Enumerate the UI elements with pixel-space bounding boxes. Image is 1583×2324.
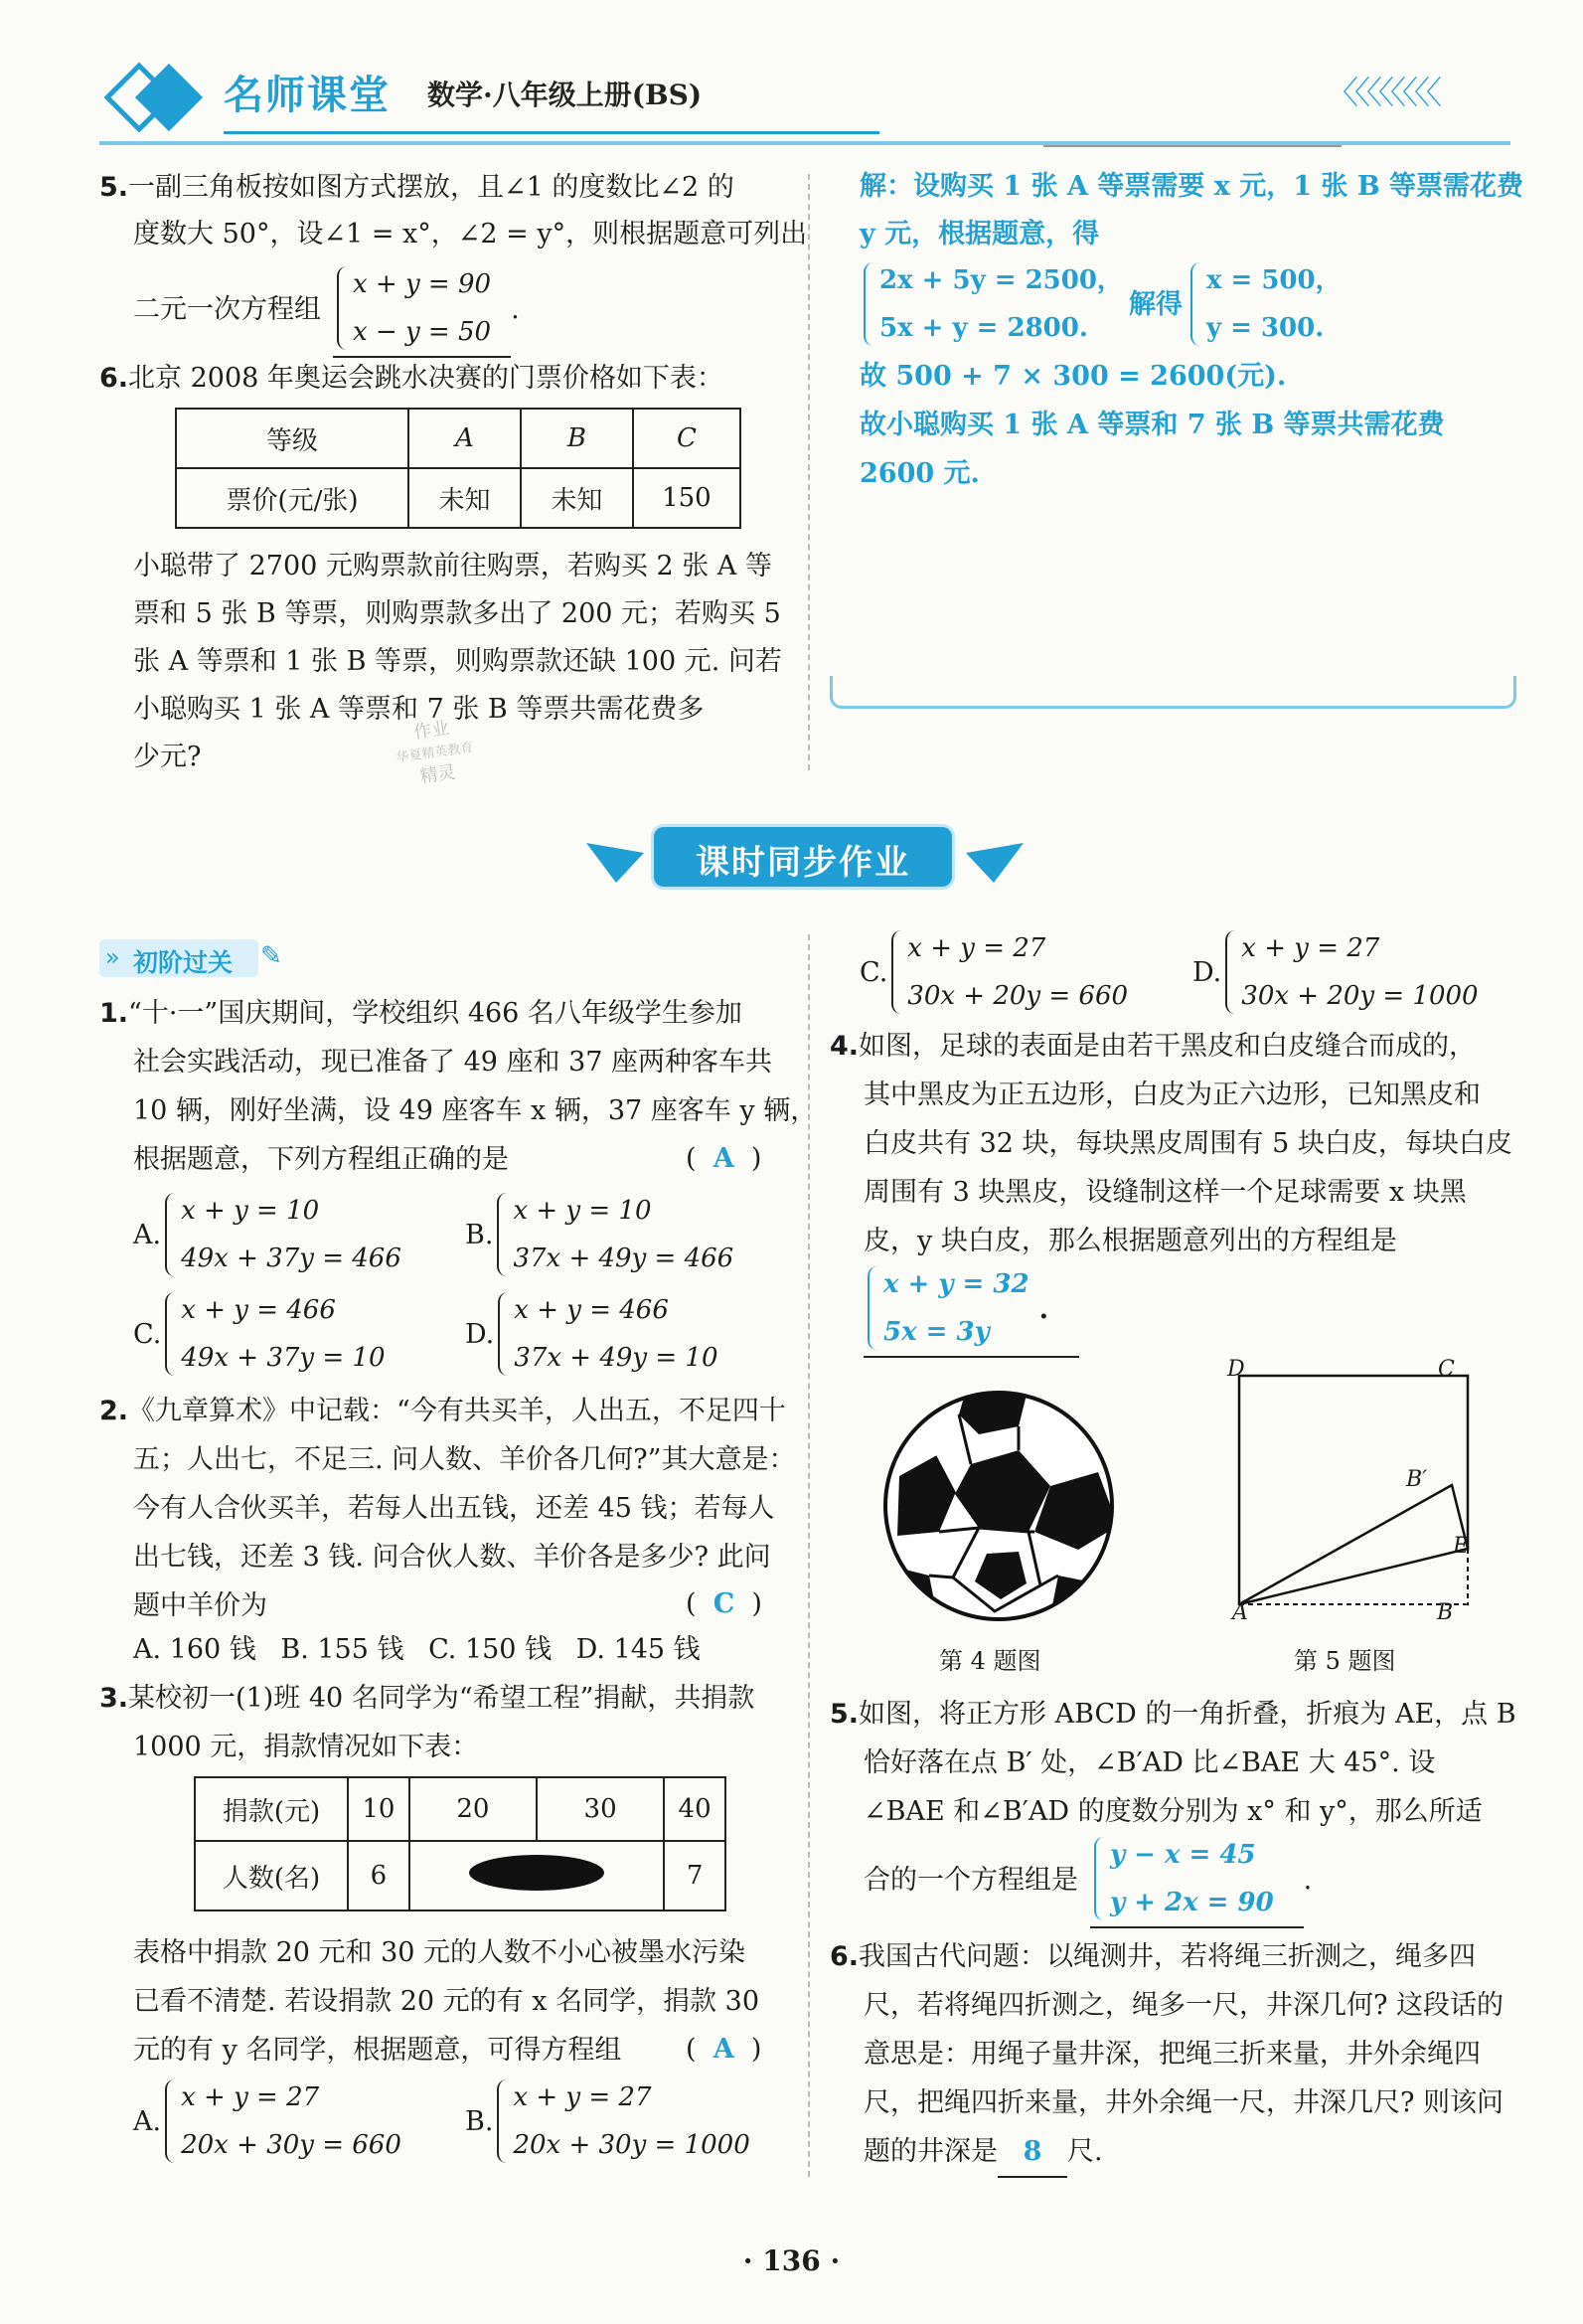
watermark-stamp	[361, 707, 514, 834]
b-q1-line: 根据题意，下列方程组正确的是	[133, 1144, 509, 1175]
solution-block	[860, 163, 1523, 258]
table-cell: C	[633, 409, 740, 468]
label-D: D	[1227, 1357, 1245, 1382]
answer-box-bottom	[830, 676, 1516, 709]
solution-systems	[860, 256, 1342, 352]
b-q6-line: 尺，若将绳四折测之，绳多一尺，井深几何? 这段话的	[864, 1990, 1504, 2021]
solution-line: 解：设购买 1 张 A 等票需要 x 元，1 张 B 等票需花费	[860, 171, 1524, 202]
subject-label: 数学·八年级上册(BS)	[427, 79, 703, 111]
b-q3-after-line: 表格中捐款 20 元和 30 元的人数不小心被墨水污染	[133, 1937, 746, 1968]
b-q1-option-d	[465, 1286, 718, 1382]
label-A: A	[1232, 1600, 1248, 1625]
b-q5-line: 恰好落在点 B′ 处，∠B′AD 比∠BAE 大 45°. 设	[864, 1747, 1436, 1778]
q5-prefix: 二元一次方程组	[133, 293, 321, 325]
solution-line: y 元，根据题意，得	[860, 219, 1100, 249]
option-eq: 49x + 37y = 466	[181, 1244, 401, 1273]
solution-result	[860, 352, 1445, 498]
b-q4-line: 其中黑皮为正五边形，白皮为正六边形，已知黑皮和	[864, 1079, 1481, 1110]
b-q4-line: 白皮共有 32 块，每块黑皮周围有 5 块白皮，每块白皮	[864, 1128, 1512, 1159]
ink-blot-icon	[462, 1851, 611, 1895]
option-eq: 30x + 20y = 660	[907, 981, 1129, 1011]
q6-body-line: 小聪购买 1 张 A 等票和 7 张 B 等票共需花费多	[133, 694, 705, 725]
solve-word: 解得	[1128, 288, 1183, 320]
table-cell: 20	[409, 1777, 537, 1841]
solution-eq: y = 300.	[1205, 313, 1325, 343]
solution-conclusion-line: 2600 元.	[860, 458, 980, 489]
b-q6-number: 6.	[830, 1941, 860, 1972]
table-cell: 票价(元/张)	[176, 468, 408, 528]
solution-conclusion-line: 故小聪购买 1 张 A 等票和 7 张 B 等票共需花费	[860, 410, 1445, 440]
option-eq: x + y = 466	[514, 1295, 669, 1325]
soccer-ball-figure	[879, 1387, 1118, 1625]
b-q1-option-a	[133, 1187, 401, 1282]
q6-intro	[99, 355, 723, 402]
donation-table	[194, 1776, 726, 1911]
b-q4-equation-system	[864, 1260, 1079, 1358]
b-q4-eq1: x + y = 32	[883, 1269, 1029, 1299]
b-q6-line: 意思是：用绳子量井深，把绳三折来量，井外余绳四	[864, 2039, 1481, 2070]
b-q4-line: 如图，足球的表面是由若干黑皮和白皮缝合而成的，	[859, 1031, 1477, 1062]
header	[99, 58, 1510, 147]
fig5-caption: 第 5 题图	[1294, 1647, 1396, 1675]
b-q2-line: 《九章算术》中记载：“今有共买羊，人出五，不足四十	[128, 1396, 786, 1426]
b-q5-answer-row	[864, 1831, 1312, 1928]
b-q3-answer-paren: ( A )	[686, 2034, 762, 2065]
ink-blot-cell	[409, 1841, 664, 1910]
option-text: C. 150 钱	[428, 1634, 553, 1665]
q5-number: 5.	[99, 172, 129, 203]
b-q4-eq2: 5x = 3y	[883, 1317, 990, 1347]
b-q1-line: “十·一”国庆期间，学校组织 466 名八年级学生参加	[128, 998, 742, 1029]
header-underline	[224, 131, 879, 134]
q5-suffix: .	[511, 293, 520, 325]
right-wing-icon	[964, 835, 1024, 885]
q6-body-line: 票和 5 张 B 等票，则购票款多出了 200 元；若购买 5	[133, 598, 781, 629]
b-q3-text	[99, 1674, 754, 1771]
ticket-price-table	[175, 408, 741, 529]
fig4-caption: 第 4 题图	[939, 1647, 1041, 1675]
option-eq: x + y = 27	[1241, 933, 1380, 963]
square-fold-figure	[1217, 1360, 1505, 1628]
b-q1-option-c	[133, 1286, 386, 1382]
b-q5-line: ∠BAE 和∠B′AD 的度数分别为 x° 和 y°，那么所适	[864, 1796, 1483, 1827]
table-cell: 未知	[521, 468, 633, 528]
b-q4-line: 周围有 3 块黑皮，设缝制这样一个足球需要 x 块黑	[864, 1177, 1467, 1208]
option-label: C.	[860, 956, 888, 988]
b-q5-text	[830, 1690, 1516, 1836]
b-q3-answer: A	[712, 2034, 734, 2065]
left-wing-icon	[586, 835, 646, 885]
option-eq: 49x + 37y = 10	[181, 1343, 386, 1373]
solution-eq: 5x + y = 2800.	[879, 313, 1088, 343]
b-q5-eq1: y − x = 45	[1110, 1840, 1256, 1870]
table-cell: 40	[664, 1777, 725, 1841]
b-q3-after	[133, 1928, 762, 2075]
option-label: D.	[1192, 956, 1222, 988]
table-row	[176, 468, 740, 528]
b-q4-answer	[864, 1260, 1048, 1358]
solution-eq: x = 500，	[1205, 265, 1342, 295]
option-label: B.	[465, 1219, 494, 1250]
b-q3-option-a	[133, 2074, 401, 2169]
option-eq: 20x + 30y = 1000	[513, 2130, 750, 2160]
q6-body-line: 张 A 等票和 1 张 B 等票，则购票款还缺 100 元. 问若	[133, 646, 782, 677]
q6-intro-text: 北京 2008 年奥运会跳水决赛的门票价格如下表：	[128, 363, 723, 394]
solution-eq: 2x + 5y = 2500，	[879, 265, 1123, 295]
b-q2-options	[133, 1626, 701, 1673]
chevrons-decoration: 〈〈〈〈〈〈〈〈	[1327, 74, 1439, 111]
option-eq: x + y = 27	[513, 2082, 652, 2112]
option-eq: 37x + 49y = 10	[514, 1343, 718, 1373]
q5-top	[99, 164, 807, 257]
q6-number: 6.	[99, 363, 129, 394]
b-q5-prefix: 合的一个方程组是	[864, 1864, 1078, 1896]
b-q6-prefix: 题的井深是	[864, 2136, 998, 2167]
q5-line-1: 一副三角板按如图方式摆放，且∠1 的度数比∠2 的	[128, 172, 734, 203]
b-q6-line: 尺，把绳四折来量，井外余绳一尺，井深几尺? 则该问	[864, 2087, 1504, 2118]
b-q6-line: 我国古代问题：以绳测井，若将绳三折测之，绳多四	[859, 1941, 1477, 1972]
b-q1-answer-paren: ( A )	[686, 1143, 762, 1174]
b-q3-line: 某校初一(1)班 40 名同学为“希望工程”捐献，共捐款	[128, 1683, 755, 1714]
section-banner	[586, 827, 1024, 893]
option-text: A. 160 钱	[133, 1634, 256, 1665]
table-row	[195, 1841, 725, 1910]
b-q4-line: 皮，y 块白皮，那么根据题意列出的方程组是	[864, 1226, 1397, 1256]
badge-chevron-icon: »	[105, 943, 120, 971]
stamp-bottom: 精灵	[418, 761, 457, 788]
solution-top-rule	[1043, 145, 1342, 147]
level-badge-label: 初阶过关	[133, 948, 234, 977]
option-eq: 20x + 30y = 660	[181, 2130, 401, 2160]
b-q5-line: 如图，将正方形 ABCD 的一角折叠，折痕为 AE，点 B	[859, 1699, 1516, 1730]
pencil-icon: ✎	[260, 941, 282, 971]
b-q5-number: 5.	[830, 1699, 860, 1730]
b-q3-option-d	[1192, 924, 1479, 1020]
b-q1-number: 1.	[99, 998, 129, 1029]
label-B: B	[1437, 1600, 1454, 1625]
b-q2-answer-paren: ( C )	[686, 1588, 762, 1619]
b-q5-equation-system	[1090, 1831, 1304, 1928]
level-badge	[99, 939, 288, 979]
table-cell: 30	[537, 1777, 664, 1841]
table-cell: 人数(名)	[195, 1841, 348, 1910]
stamp-top: 作业	[412, 717, 451, 744]
solution-system-2	[1187, 256, 1342, 352]
table-cell: B	[521, 409, 633, 468]
b-q2-line: 出七钱，还差 3 钱. 问合伙人数、羊价各是多少? 此问	[133, 1542, 771, 1573]
table-cell: 150	[633, 468, 740, 528]
table-row	[176, 409, 740, 468]
q5-equation-system	[333, 260, 511, 358]
solution-result-line: 故 500 + 7 × 300 = 2600(元).	[860, 361, 1287, 392]
q5-eq2: x − y = 50	[353, 317, 492, 347]
b-q3-number: 3.	[99, 1683, 129, 1714]
page-number: · 136 ·	[742, 2244, 841, 2277]
brand-title: 名师课堂	[224, 73, 391, 118]
stamp-mid: 华夏精英教育	[395, 740, 475, 766]
solution-system-1	[860, 256, 1123, 352]
b-q3-line: 1000 元，捐款情况如下表：	[133, 1732, 479, 1762]
table-cell: 6	[348, 1841, 409, 1910]
table-cell: A	[408, 409, 521, 468]
table-cell: 捐款(元)	[195, 1777, 348, 1841]
b-q5-suffix: .	[1303, 1864, 1313, 1896]
option-text: D. 145 钱	[575, 1634, 701, 1665]
q5-answer-row	[133, 260, 520, 358]
b-q6-suffix: 尺.	[1067, 2136, 1103, 2167]
b-q4-suffix: .	[1038, 1293, 1048, 1325]
option-eq: 37x + 49y = 466	[513, 1244, 734, 1273]
b-q2-line: 今有人合伙买羊，若每人出五钱，还差 45 钱；若每人	[133, 1493, 775, 1524]
b-q2-line: 题中羊价为	[133, 1590, 267, 1621]
q5-eq1: x + y = 90	[353, 269, 492, 299]
option-eq: x + y = 27	[181, 2082, 320, 2112]
b-q1-line: 10 辆，刚好坐满，设 49 座客车 x 辆，37 座客车 y 辆，	[133, 1095, 818, 1126]
b-q2-answer: C	[712, 1588, 735, 1619]
b-q1-line: 社会实践活动，现已准备了 49 座和 37 座两种客车共	[133, 1047, 773, 1078]
b-q6-text	[830, 1932, 1504, 2178]
option-text: B. 155 钱	[280, 1634, 404, 1665]
option-eq: x + y = 466	[181, 1295, 336, 1325]
section-title: 课时同步作业	[696, 843, 910, 883]
label-E: E	[1453, 1534, 1470, 1559]
b-q3-option-b	[465, 2074, 750, 2169]
b-q3-option-c	[860, 924, 1128, 1020]
q6-body-line: 小聪带了 2700 元购票款前往购票，若购买 2 张 A 等	[133, 551, 772, 581]
option-label: C.	[133, 1318, 162, 1350]
option-label: B.	[465, 2105, 494, 2137]
option-eq: x + y = 10	[181, 1196, 320, 1226]
option-eq: x + y = 10	[513, 1196, 652, 1226]
q6-body-line: 少元?	[133, 742, 202, 772]
label-C: C	[1438, 1357, 1455, 1382]
column-divider-top	[808, 174, 810, 770]
option-label: A.	[133, 2105, 162, 2137]
b-q3-after-line: 已看不清楚. 若设捐款 20 元的有 x 名同学，捐款 30	[133, 1986, 760, 2017]
option-eq: 30x + 20y = 1000	[1241, 981, 1479, 1011]
table-row	[195, 1777, 725, 1841]
b-q6-answer: 8	[998, 2127, 1067, 2178]
b-q4-text	[830, 1022, 1512, 1265]
b-q1-option-b	[465, 1187, 733, 1282]
b-q4-number: 4.	[830, 1031, 860, 1062]
b-q1-answer: A	[712, 1143, 734, 1174]
b-q2-line: 五；人出七，不足三. 问人数、羊价各几何?”其大意是：	[133, 1444, 796, 1475]
option-label: D.	[465, 1318, 495, 1350]
table-cell: 等级	[176, 409, 408, 468]
option-label: A.	[133, 1219, 162, 1250]
q5-line-2: 度数大 50°，设∠1 = x°，∠2 = y°，则根据题意可列出	[133, 219, 808, 249]
b-q3-after-line: 元的有 y 名同学，根据题意，可得方程组	[133, 2035, 622, 2066]
b-q5-eq2: y + 2x = 90	[1110, 1888, 1274, 1917]
table-cell: 未知	[408, 468, 521, 528]
table-cell: 7	[664, 1841, 725, 1910]
table-cell: 10	[348, 1777, 409, 1841]
label-B-prime: B′	[1406, 1467, 1428, 1492]
b-q2-number: 2.	[99, 1396, 129, 1426]
diamond-logo-icon	[99, 58, 219, 137]
option-eq: x + y = 27	[907, 933, 1046, 963]
